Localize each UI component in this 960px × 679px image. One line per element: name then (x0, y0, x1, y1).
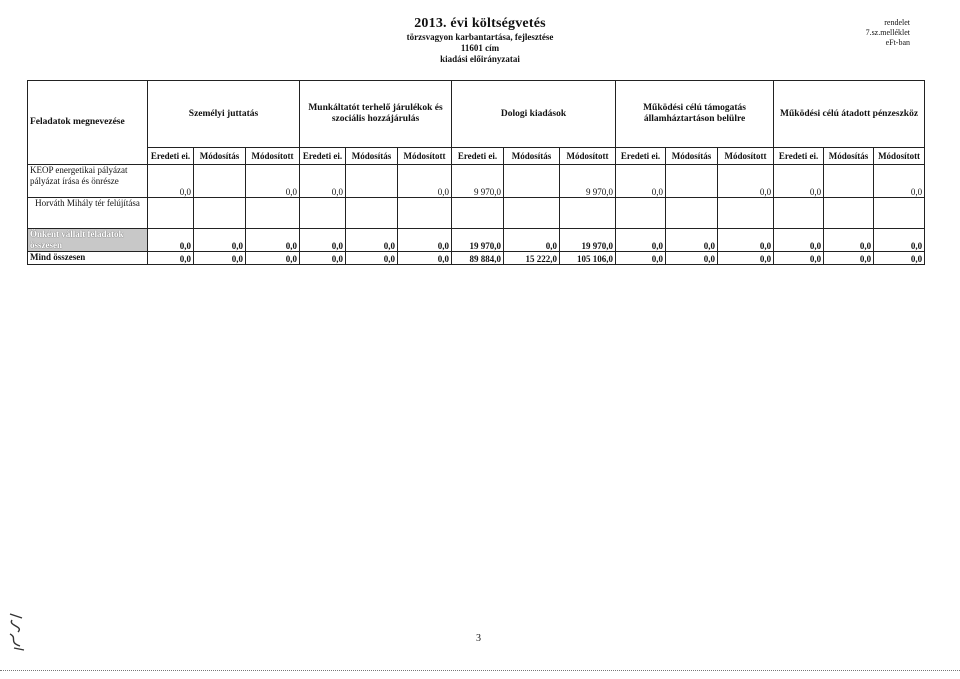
cell: 0,0 (666, 252, 718, 265)
cell: 0,0 (398, 252, 452, 265)
cell: 0,0 (718, 165, 774, 198)
cell (874, 198, 925, 229)
sub-header: Módosítás (666, 148, 718, 165)
sub-header: Módosított (560, 148, 616, 165)
cell (504, 165, 560, 198)
cell: 0,0 (148, 252, 194, 265)
cell: 0,0 (824, 252, 874, 265)
cell: 0,0 (718, 252, 774, 265)
cell (718, 198, 774, 229)
cell (560, 198, 616, 229)
cell (774, 198, 824, 229)
cell: 19 970,0 (452, 229, 504, 252)
cell: 19 970,0 (560, 229, 616, 252)
cell (824, 165, 874, 198)
sub-header: Eredeti ei. (452, 148, 504, 165)
cell (300, 198, 346, 229)
cell: 0,0 (300, 229, 346, 252)
unit-label: eFt-ban (885, 38, 910, 47)
cell (194, 198, 246, 229)
table-row (28, 165, 925, 198)
document-header (330, 16, 630, 65)
sub-header: Módosított (398, 148, 452, 165)
cell (452, 198, 504, 229)
col-header-feladatok: Feladatok megnevezése (28, 81, 148, 165)
cell: 0,0 (346, 252, 398, 265)
cell: 0,0 (300, 252, 346, 265)
row-name: Mind összesen (28, 252, 148, 265)
sub-header: Módosított (874, 148, 925, 165)
cell (666, 165, 718, 198)
sub-header: Módosítás (194, 148, 246, 165)
cell: 9 970,0 (560, 165, 616, 198)
cell: 15 222,0 (504, 252, 560, 265)
sub-header: Eredeti ei. (148, 148, 194, 165)
budget-table (27, 80, 925, 265)
table-row-subtotal (28, 229, 925, 252)
cell: 0,0 (148, 229, 194, 252)
page-number: 3 (476, 633, 481, 644)
group-header-szemelyi: Személyi juttatás (148, 81, 300, 148)
row-name: Horváth Mihály tér felújítása (28, 198, 148, 229)
row-name: KEOP energetikai pályázat pályázat írása és önrésze (28, 165, 148, 198)
cell (194, 165, 246, 198)
cell: 0,0 (194, 229, 246, 252)
group-header-jarulekok: Munkáltatót terhelő járulékok és szociális hozzájárulás (300, 81, 452, 148)
cell: 89 884,0 (452, 252, 504, 265)
cell: 0,0 (824, 229, 874, 252)
header-subtitle: törzsvagyon karbantartása, fejlesztése (406, 32, 554, 42)
group-header-dologi: Dologi kiadások (452, 81, 616, 148)
cell: 0,0 (346, 229, 398, 252)
sub-header: Módosított (246, 148, 300, 165)
cell (148, 198, 194, 229)
cell: 0,0 (774, 229, 824, 252)
cell (346, 165, 398, 198)
cell: 0,0 (874, 229, 925, 252)
cell (398, 198, 452, 229)
cell: 0,0 (666, 229, 718, 252)
cell: 105 106,0 (560, 252, 616, 265)
document-title: 2013. évi költségvetés (414, 16, 546, 31)
cell: 0,0 (148, 165, 194, 198)
group-header-row (28, 81, 925, 148)
cell: 0,0 (874, 252, 925, 265)
cell: 0,0 (246, 229, 300, 252)
cell: 0,0 (398, 229, 452, 252)
cell: 0,0 (616, 229, 666, 252)
cell: 0,0 (398, 165, 452, 198)
cell: 0,0 (504, 229, 560, 252)
sub-header: Módosítás (504, 148, 560, 165)
scan-edge-divider (0, 670, 960, 672)
cell: 0,0 (246, 165, 300, 198)
sub-header-row (28, 148, 925, 165)
header-kiadasi: kiadási előirányzatai (440, 54, 520, 64)
cell: 0,0 (774, 165, 824, 198)
header-right-block (866, 18, 910, 48)
cell: 0,0 (194, 252, 246, 265)
sub-header: Módosítás (346, 148, 398, 165)
group-header-tamogatas: Működési célú támogatás államháztartáson belülre (616, 81, 774, 148)
signature-icon (4, 612, 30, 652)
header-cim: 11601 cím (460, 43, 500, 53)
cell: 0,0 (616, 252, 666, 265)
sub-header: Módosítás (824, 148, 874, 165)
cell: 0,0 (300, 165, 346, 198)
melleklet-label: 7.sz.melléklet (865, 28, 910, 37)
row-name: Önként vállalt feladatok összesen (28, 229, 148, 252)
group-header-penzeszkoz: Működési célú átadott pénzeszköz (774, 81, 925, 148)
cell: 9 970,0 (452, 165, 504, 198)
cell: 0,0 (874, 165, 925, 198)
sub-header: Eredeti ei. (616, 148, 666, 165)
cell (666, 198, 718, 229)
cell: 0,0 (246, 252, 300, 265)
sub-header: Módosított (718, 148, 774, 165)
sub-header: Eredeti ei. (774, 148, 824, 165)
rendelet-label: rendelet (884, 18, 910, 27)
cell: 0,0 (616, 165, 666, 198)
cell (616, 198, 666, 229)
table-row (28, 198, 925, 229)
sub-header: Eredeti ei. (300, 148, 346, 165)
cell (504, 198, 560, 229)
cell (824, 198, 874, 229)
cell (246, 198, 300, 229)
cell: 0,0 (718, 229, 774, 252)
cell: 0,0 (774, 252, 824, 265)
table-row-total (28, 252, 925, 265)
cell (346, 198, 398, 229)
